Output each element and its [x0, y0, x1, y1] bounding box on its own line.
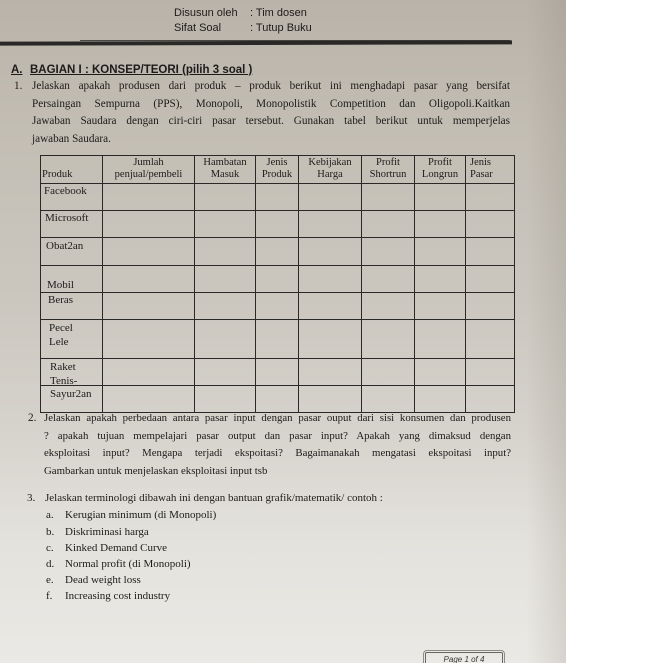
table-border-top [40, 155, 515, 156]
row-label-line: Mobil [47, 279, 74, 291]
table-col-divider [194, 155, 195, 413]
question-number: 2. [28, 412, 37, 424]
header-line: Harga [317, 169, 343, 180]
question-line: jawaban Saudara. [32, 132, 111, 145]
term-letter: d. [46, 558, 55, 570]
table-header-jumlah [103, 157, 194, 181]
term-letter: f. [46, 590, 53, 602]
row-label-line: Tenis- [50, 375, 78, 387]
header-line: Jenis [470, 157, 491, 168]
table-row-divider [40, 210, 515, 211]
term-text: Kerugian minimum (di Monopoli) [65, 509, 217, 521]
row-label-line: Lele [49, 336, 69, 348]
term-text: Kinked Demand Curve [65, 542, 168, 554]
term-letter: a. [46, 509, 54, 521]
meta-value-type: : Tutup Buku [250, 22, 312, 34]
table-row-divider [40, 319, 515, 320]
table-header-hambatan [195, 157, 255, 181]
table-col-divider [361, 155, 362, 413]
header-line: Masuk [210, 169, 240, 180]
header-line: penjual/pembeli [114, 169, 183, 180]
header-line: Kebijakan [308, 157, 352, 168]
question-line: Gambarkan untuk menjelaskan eksploitasi input tsb [44, 464, 268, 477]
term-text: Dead weight loss [65, 574, 141, 586]
header-line: Shortrun [369, 169, 407, 180]
page-indicator: Page 1 of 4 [425, 652, 503, 663]
term-letter: e. [46, 574, 54, 586]
header-line: Produk [261, 169, 293, 180]
header-divider [0, 40, 512, 45]
header-line: Jenis [266, 157, 288, 168]
term-letter: b. [46, 526, 55, 538]
question-line: Persaingan Sempurna (PPS), Monopoli, Monopolistik Competition dan Oligopoli.Kaitkan [32, 97, 510, 110]
table-header-kebijakan [299, 157, 361, 181]
question-text [32, 78, 510, 148]
row-label-line: Beras [48, 294, 74, 306]
table-border-right [514, 155, 515, 413]
table-col-divider [414, 155, 415, 413]
table-row-label [50, 360, 77, 388]
table-row-divider [40, 265, 515, 266]
table-row-label [45, 211, 88, 225]
term-text: Normal profit (di Monopoli) [65, 558, 191, 570]
header-line: Profit [428, 157, 452, 168]
question-line: eksploitasi input? Mengapa terjadi ekspoitasi? Bagaimanakah mengatasi ekspoitasi input? [44, 447, 511, 459]
question-line: Jawaban Saudara dengan ciri-ciri pasar tersebut. Gunakan tabel berikut untuk memperjelas [32, 115, 510, 127]
table-row-divider [40, 385, 515, 386]
table-header-jenis-pasar [466, 157, 510, 181]
row-label-line: Raket [50, 361, 76, 373]
question-intro: Jelaskan terminologi dibawah ini dengan bantuan grafik/matematik/ contoh : [45, 492, 383, 504]
row-label-line: Sayur2an [50, 388, 92, 400]
table-header-profit-shortrun [362, 157, 414, 181]
meta-label-type: Sifat Soal [174, 22, 222, 34]
table-row-label [49, 321, 73, 349]
row-label-line: Facebook [44, 185, 87, 197]
table-row-divider [40, 237, 515, 238]
question-number: 1. [14, 80, 23, 92]
question-number: 3. [27, 492, 36, 504]
table-col-divider [465, 155, 466, 413]
table-border-left [40, 155, 41, 413]
term-text: Increasing cost industry [65, 590, 171, 602]
table-col-divider [102, 155, 103, 413]
table-header-jenis-produk [256, 157, 298, 181]
table-col-divider [298, 155, 299, 413]
table-row-divider [40, 358, 515, 359]
header-line: Hambatan [203, 157, 247, 168]
table-col-divider [255, 155, 256, 413]
table-row-label [48, 293, 73, 307]
market-structure-table [40, 155, 515, 413]
row-label-line: Obat2an [46, 240, 84, 252]
table-header-produk [42, 157, 100, 181]
table-row-label [44, 184, 87, 198]
header-line: Jumlah [133, 157, 164, 168]
header-line: Profit [376, 157, 400, 168]
table-header-profit-longrun [415, 157, 465, 181]
question-text [44, 410, 511, 480]
row-label-line: Microsoft [45, 212, 89, 224]
header-line: Produk [42, 169, 73, 180]
header-line [42, 157, 100, 169]
question-line: Jelaskan apakah perbedaan antara pasar input dengan pasar ouput dari sisi konsumen dan produsen [44, 412, 511, 424]
section-title: BAGIAN I : KONSEP/TEORI (pilih 3 soal ) [30, 64, 253, 76]
term-letter: c. [46, 542, 54, 554]
row-label-line: Pecel [49, 322, 73, 334]
meta-label-author: Disusun oleh [174, 7, 238, 19]
table-row-label [50, 387, 92, 401]
header-line: Pasar [470, 169, 493, 180]
table-row-label [47, 278, 74, 292]
section-letter: A. [11, 64, 23, 76]
table-row-label [46, 239, 83, 253]
term-text: Diskriminasi harga [65, 526, 149, 538]
table-row-divider [40, 292, 515, 293]
meta-value-author: : Tim dosen [250, 7, 307, 19]
table-header-divider [40, 183, 515, 184]
header-line: Longrun [421, 169, 459, 180]
question-line: Jelaskan apakah produsen dari produk – produk berikut ini menghadapi pasar yang bersifat [32, 80, 510, 92]
question-line: ? apakah tujuan mempelajari pasar output dan pasar input? Apakah yang dimaksud dengan [44, 429, 511, 442]
